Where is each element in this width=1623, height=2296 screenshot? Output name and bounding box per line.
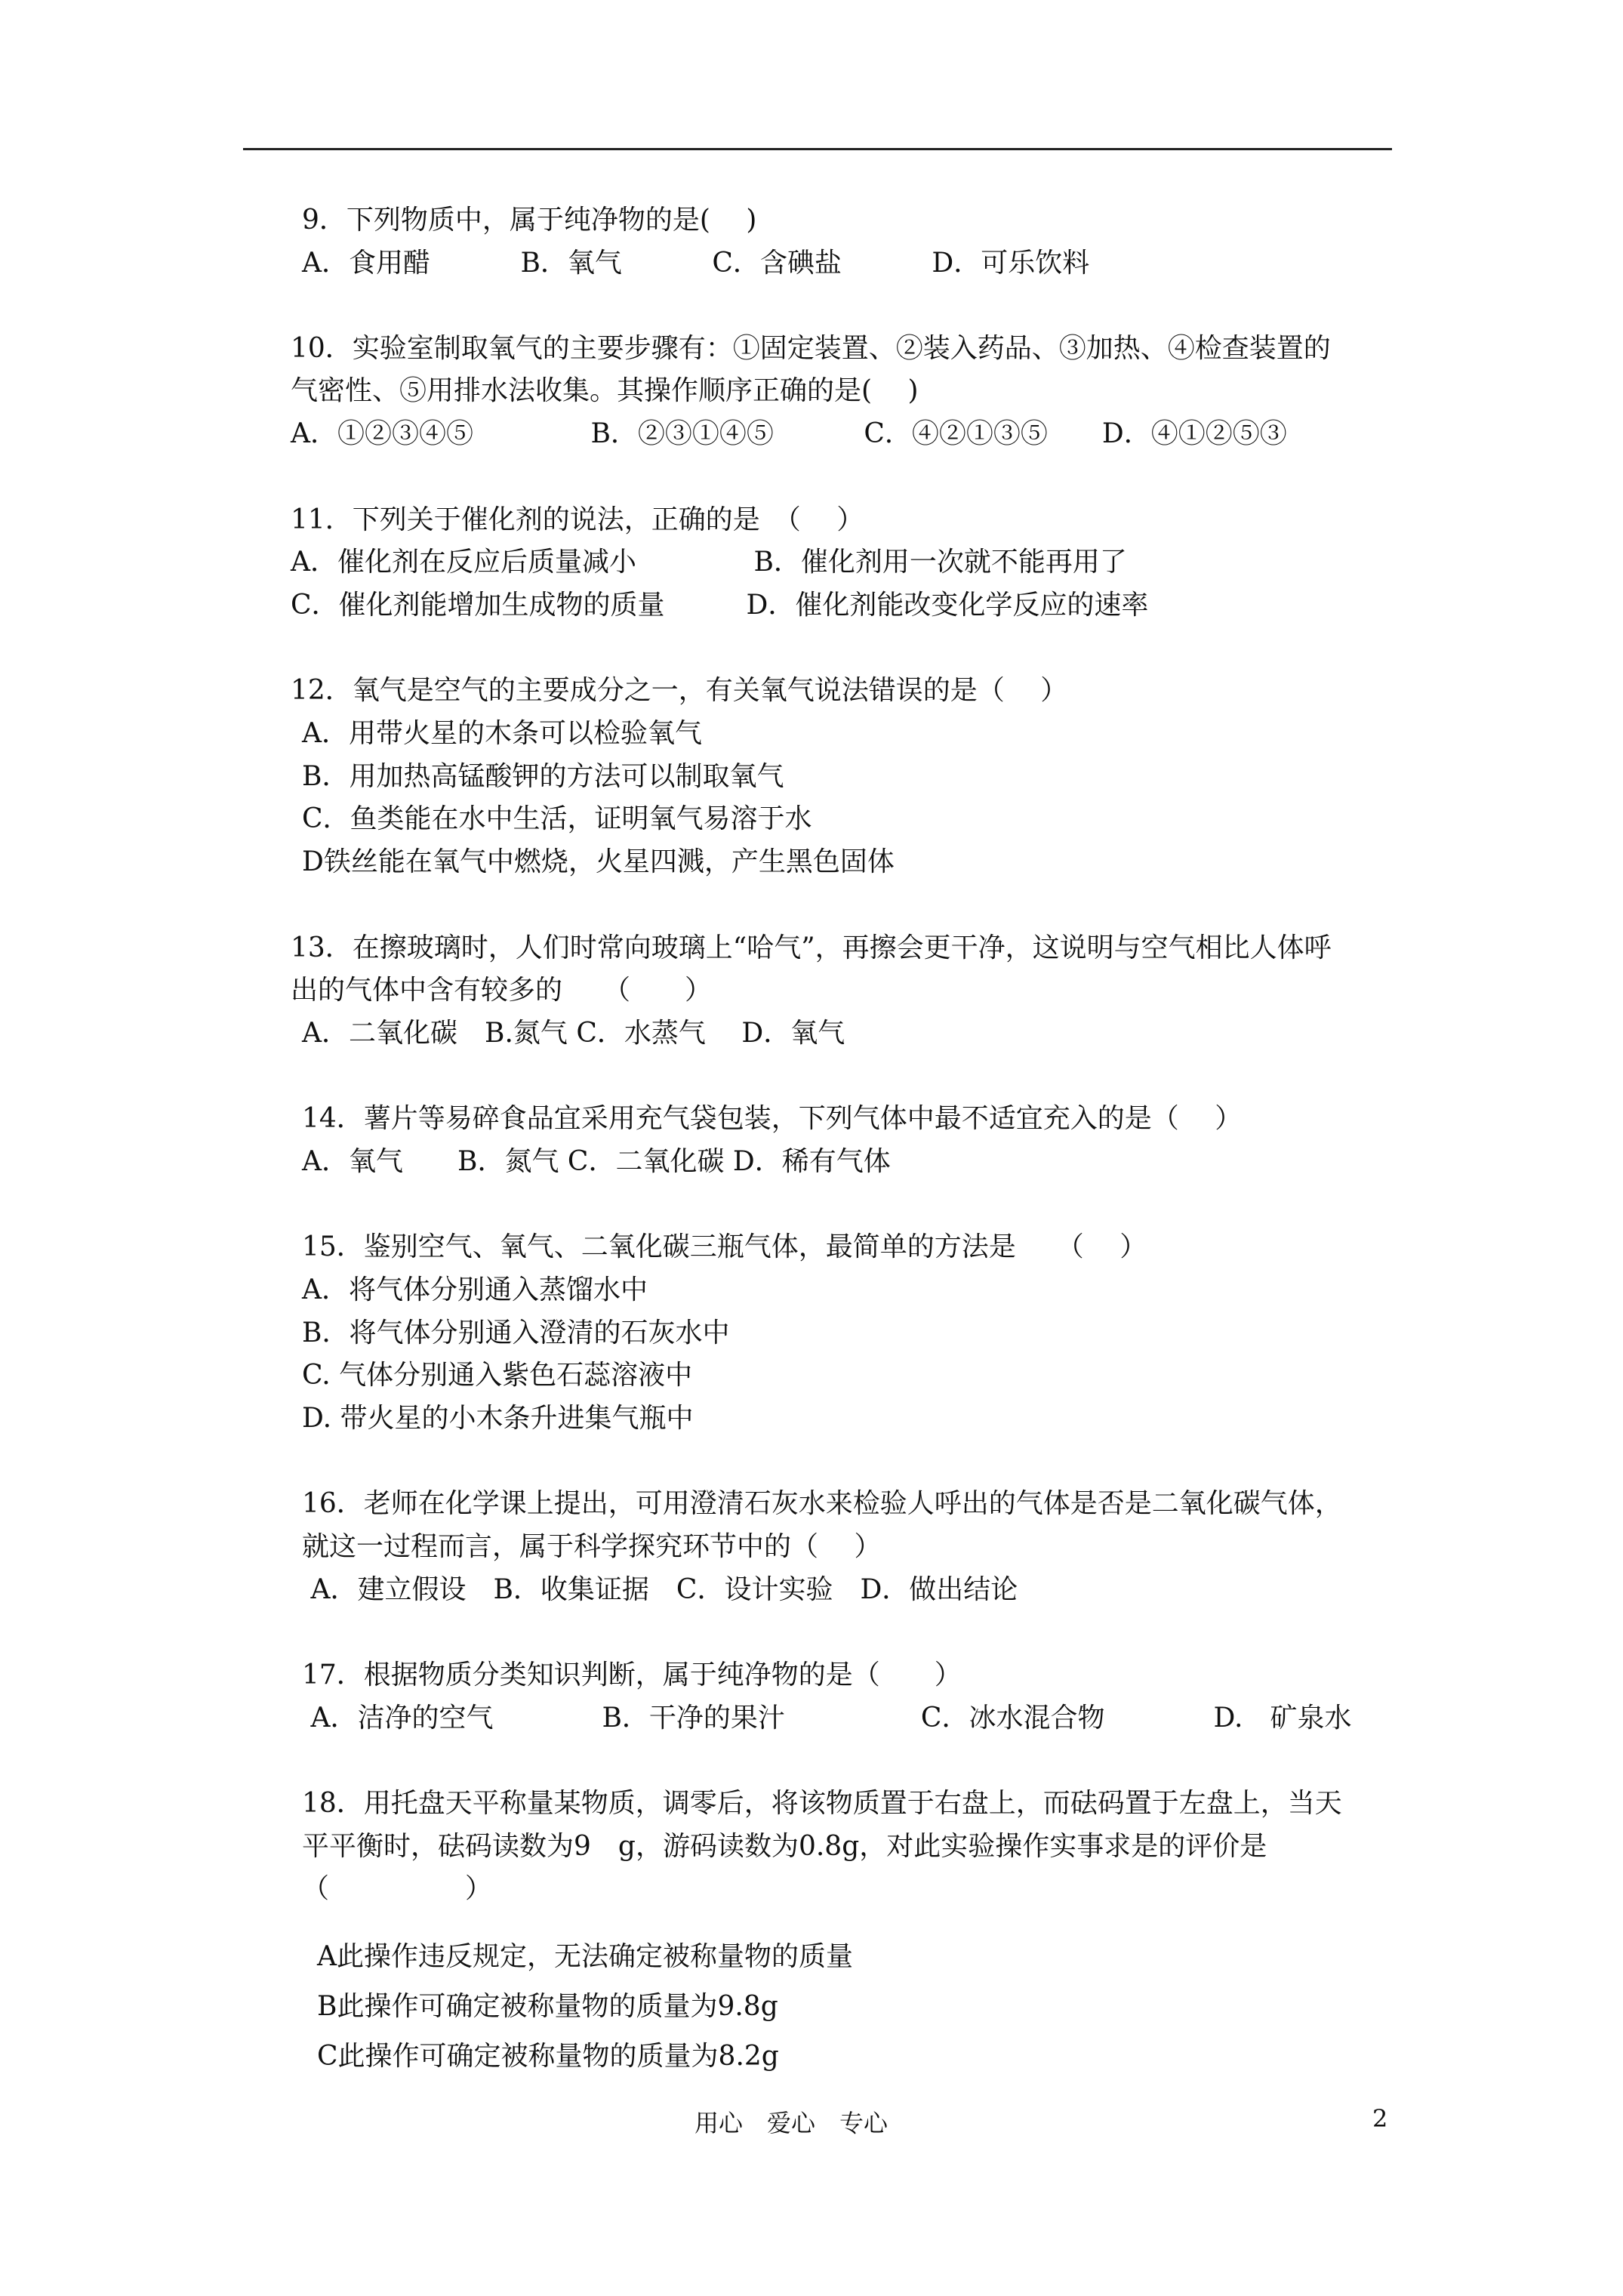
question-10-stem-2: 气密性、⑤用排水法收集。其操作顺序正确的是( )	[291, 375, 919, 406]
question-15-option-c: C. 气体分别通入紫色石蕊溶液中	[302, 1360, 693, 1391]
question-15-stem: 15．鉴别空气、氧气、二氧化碳三瓶气体，最简单的方法是 （ ）	[302, 1231, 1147, 1262]
question-15-option-d: D. 带火星的小木条升进集气瓶中	[302, 1403, 694, 1434]
question-17-options: A．洁净的空气 B．干净的果汁 C．冰水混合物 D. 矿泉水	[302, 1703, 1352, 1734]
question-18-stem-2: 平平衡时，砝码读数为9 g，游码读数为0.8g，对此实验操作实事求是的评价是	[302, 1831, 1267, 1862]
footer-motto: 用心 爱心 专心	[694, 2109, 888, 2137]
question-11-stem: 11．下列关于催化剂的说法，正确的是 （ ）	[291, 504, 864, 535]
question-11-options-cd: C．催化剂能增加生成物的质量 D．催化剂能改变化学反应的速率	[291, 590, 1149, 621]
question-11-options-ab: A．催化剂在反应后质量减小 B．催化剂用一次就不能再用了	[291, 547, 1127, 578]
question-13-options: A．二氧化碳 B.氮气 C．水蒸气 D．氧气	[302, 1018, 845, 1049]
question-17-stem: 17．根据物质分类知识判断，属于纯净物的是（ ）	[302, 1660, 962, 1690]
question-16-options: A．建立假设 B．收集证据 C．设计实验 D．做出结论	[302, 1574, 1018, 1605]
question-14-stem: 14．薯片等易碎食品宜采用充气袋包装，下列气体中最不适宜充入的是（ ）	[302, 1103, 1243, 1134]
question-13-stem-2: 出的气体中含有较多的 （ ）	[291, 975, 713, 1006]
question-18-option-c: C此操作可确定被称量物的质量为8.2g	[317, 2041, 779, 2072]
question-15-option-b: B．将气体分别通入澄清的石灰水中	[302, 1318, 730, 1348]
question-18-answer-paren: （ ）	[302, 1873, 493, 1904]
question-10-stem-1: 10．实验室制取氧气的主要步骤有：①固定装置、②装入药品、③加热、④检查装置的	[291, 333, 1331, 364]
question-13-stem-1: 13．在擦玻璃时，人们时常向玻璃上“哈气”，再擦会更干净，这说明与空气相比人体呼	[291, 932, 1332, 963]
question-16-stem-1: 16．老师在化学课上提出，可用澄清石灰水来检验人呼出的气体是否是二氧化碳气体，	[302, 1488, 1342, 1519]
question-12-stem: 12．氧气是空气的主要成分之一，有关氧气说法错误的是（ ）	[291, 675, 1068, 706]
question-12-option-d: D铁丝能在氧气中燃烧，火星四溅，产生黑色固体	[302, 846, 895, 877]
question-9-stem: 9．下列物质中，属于纯净物的是( )	[302, 205, 757, 236]
question-16-stem-2: 就这一过程而言，属于科学探究环节中的（ ）	[302, 1531, 882, 1562]
question-9-options: A．食用醋 B．氧气 C．含碘盐 D．可乐饮料	[302, 248, 1090, 279]
question-18-option-b: B此操作可确定被称量物的质量为9.8g	[317, 1991, 778, 2022]
page-number: 2	[1372, 2104, 1388, 2133]
question-12-option-b: B．用加热高锰酸钾的方法可以制取氧气	[302, 761, 784, 792]
question-10-options: A．①②③④⑤ B．②③①④⑤ C．④②①③⑤ D．④①②⑤③	[291, 418, 1287, 449]
question-15-option-a: A．将气体分别通入蒸馏水中	[302, 1274, 648, 1305]
question-12-option-c: C．鱼类能在水中生活，证明氧气易溶于水	[302, 803, 812, 834]
question-18-option-a: A此操作违反规定，无法确定被称量物的质量	[317, 1941, 853, 1972]
header-rule	[243, 148, 1392, 150]
question-14-options: A．氧气 B．氮气 C．二氧化碳 D．稀有气体	[302, 1146, 891, 1177]
question-18-stem-1: 18．用托盘天平称量某物质，调零后，将该物质置于右盘上，而砝码置于左盘上，当天	[302, 1788, 1342, 1819]
question-12-option-a: A．用带火星的木条可以检验氧气	[302, 718, 702, 749]
